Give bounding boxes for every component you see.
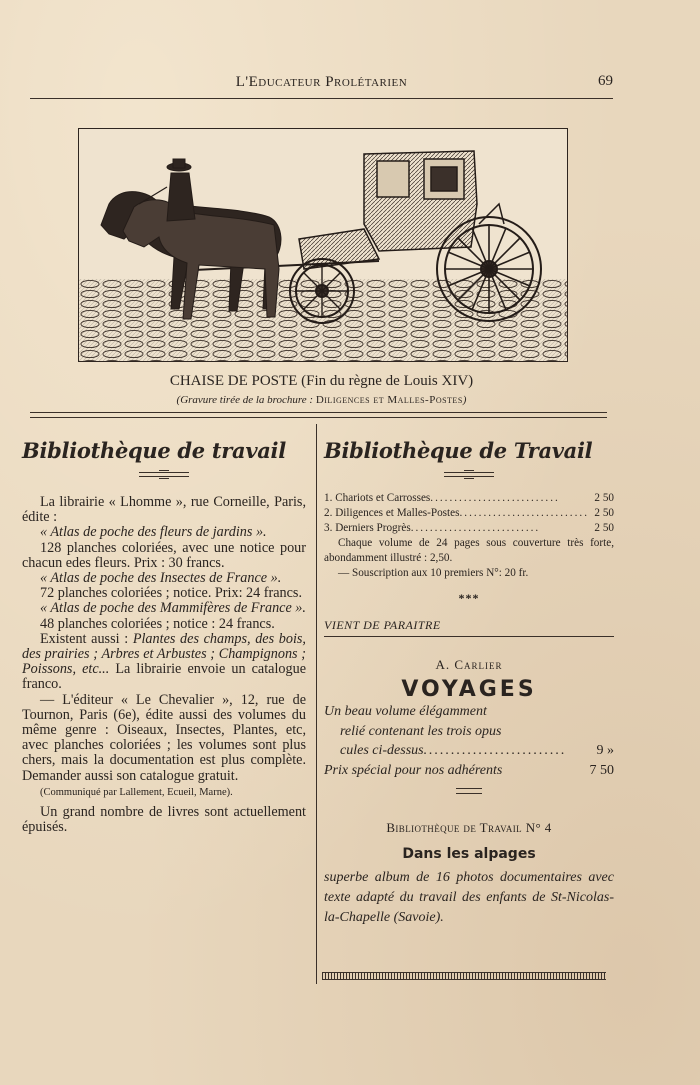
other-titles: Plantes des champs, des bois, des prairies ; Arbres et Arbustes ; Champignons ; Poissons, etc... (22, 630, 306, 678)
list-item-price: 2 50 (594, 492, 614, 504)
journal-title: L'Educateur Prolétarien (235, 74, 408, 90)
book-title: « Atlas de poche des Mammifères de France ». (40, 600, 306, 617)
caption-paren: (Fin du règne de Louis XIV) (301, 373, 474, 389)
book-title-voyages: VOYAGES (401, 677, 537, 702)
caption-main: CHAISE DE POSTE (169, 373, 298, 389)
leader-dots: ........................... (410, 522, 541, 534)
volume-note: Chaque volume de 24 pages sous couverture très forte, abondamment illustré : 2,50. (324, 537, 614, 564)
list-item-label: 2. Diligences et Malles-Postes (324, 507, 460, 519)
paragraph-lead: Existent aussi : (40, 630, 133, 647)
caption-source-suffix: ) (462, 394, 467, 406)
running-header (30, 72, 613, 99)
book-title: « Atlas de poche des fleurs de jardins ». (40, 524, 267, 541)
author-name: A. Carlier (435, 657, 503, 672)
volume-list (324, 491, 614, 581)
left-heading: Bibliothèque de travail (22, 438, 286, 463)
album-description: superbe album de 16 photos documentaires avec texte adapté du travail des enfants de St-Nicolas-la-Chapelle (Savoie). (324, 870, 614, 925)
paragraph: 48 planches coloriées ; notice : 24 francs. (40, 615, 275, 632)
heading-ornament (444, 472, 494, 477)
vient-de-paraitre: VIENT DE PARAITRE (324, 618, 614, 637)
paragraph: Un grand nombre de livres sont actuellement épuisés. (22, 803, 306, 836)
left-column (22, 438, 306, 835)
carriage-engraving (78, 128, 568, 362)
right-column (324, 438, 614, 928)
special-price-label: Prix spécial pour nos adhérents (324, 762, 503, 778)
subscription-note: — Souscription aux 10 premiers N°: 20 fr. (338, 567, 529, 579)
book-title: « Atlas de poche des Insectes de France ». (40, 570, 282, 587)
regular-price: 9 » (596, 743, 614, 758)
bibliotheque-no4: Bibliothèque de Travail N° 4 (386, 820, 552, 835)
list-item-price: 2 50 (594, 507, 614, 519)
paragraph-tail: La librairie envoie un catalogue franco. (22, 661, 306, 693)
list-item-label: 1. Chariots et Carrosses (324, 492, 431, 504)
figure-source (30, 394, 613, 406)
paragraph: La librairie « Lhomme », rue Corneille, Paris, édite : (22, 494, 306, 526)
paragraph: — L'éditeur « Le Chevalier », 12, rue de Tournon, Paris (6e), édite aussi des volumes du même genre : Oiseaux, Insectes, Plantes, etc, avec planches coloriées ; les volumes sont plus chers, mais la documentation est plus complète. Demander aussi son catalogue gratuit. (22, 691, 306, 784)
list-item (324, 506, 614, 521)
small-ornament (456, 788, 482, 794)
list-item-price: 2 50 (594, 522, 614, 534)
paragraph (22, 632, 306, 693)
special-price: 7 50 (589, 762, 614, 778)
double-rule (30, 412, 607, 418)
list-item-label: 3. Derniers Progrès (324, 522, 411, 534)
column-separator (316, 424, 317, 984)
price-row (324, 741, 614, 761)
paragraph: 72 planches coloriées ; notice. Prix: 24 francs. (40, 585, 302, 602)
section-stars: *** (458, 591, 480, 605)
heading-ornament (139, 472, 189, 477)
closing-rule (322, 972, 606, 980)
right-heading: Bibliothèque de Travail (324, 438, 593, 463)
paragraph: 128 planches coloriées, avec une notice pour chacun edes fleurs. Prix : 30 francs. (22, 539, 306, 571)
post-chaise-illustration (79, 129, 567, 361)
leader-dots: ........................... (459, 507, 589, 519)
caption-source-prefix: (Gravure tirée de la brochure : (176, 394, 316, 406)
list-item (324, 521, 614, 536)
special-price-row (324, 761, 614, 781)
book-description: cules ci-dessus (340, 743, 424, 758)
book-description: Un beau volume élégamment (324, 704, 487, 719)
communique-note: (Communiqué par Lallement, Ecueil, Marne). (40, 786, 233, 798)
book-description: relié contenant les trois opus (340, 723, 502, 739)
figure-caption (30, 373, 613, 390)
leader-dots: .......................... (423, 743, 567, 758)
leader-dots: ........................... (430, 492, 560, 504)
page-number: 69 (598, 73, 613, 89)
list-item (324, 491, 614, 506)
album-title: Dans les alpages (402, 846, 536, 862)
caption-source-title: Diligences et Malles-Postes (315, 394, 463, 406)
